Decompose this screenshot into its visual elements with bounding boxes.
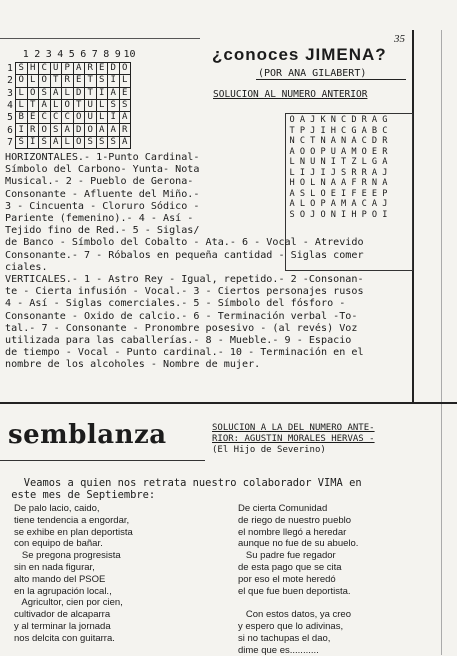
wordsearch-cell: P — [320, 146, 326, 157]
wordsearch-cell: N — [320, 178, 326, 189]
crossword-cell: L — [16, 87, 28, 99]
crossword-cell: T — [85, 87, 97, 99]
crossword-cell: R — [27, 124, 39, 136]
wordsearch-cell: A — [289, 199, 295, 210]
crossword-cell: T — [50, 75, 62, 87]
wordsearch-cell: O — [361, 146, 367, 157]
wordsearch-cell: J — [310, 209, 316, 220]
crossword-column-number: 6 — [80, 49, 87, 60]
wordsearch-cell: L — [310, 178, 316, 189]
crossword-cell: B — [16, 112, 28, 124]
crossword-cell: S — [16, 63, 28, 75]
crossword-row — [5, 87, 131, 99]
crossword-cell: L — [62, 136, 74, 148]
wordsearch-cell: R — [361, 115, 367, 126]
crossword-column-number: 5 — [68, 49, 75, 60]
crossword-cell: T — [73, 99, 85, 111]
wordsearch-cell: C — [382, 125, 388, 136]
wordsearch-cell: O — [371, 209, 378, 220]
wordsearch-cell: N — [289, 136, 295, 147]
crossword-cell: D — [73, 124, 85, 136]
crossword-row — [5, 112, 131, 124]
wordsearch-cell: R — [382, 136, 388, 147]
wordsearch-cell: S — [289, 209, 295, 220]
wordsearch-cell: O — [310, 146, 316, 157]
wordsearch-cell: E — [361, 188, 367, 199]
wordsearch-cell: I — [382, 209, 388, 220]
wordsearch-cell: T — [289, 125, 295, 136]
crossword-cell: O — [73, 136, 85, 148]
wordsearch-cell: A — [371, 167, 378, 178]
wordsearch-cell: N — [320, 157, 326, 168]
wordsearch-cell: A — [361, 125, 367, 136]
wordsearch-cell: C — [341, 115, 347, 126]
crossword-cell: S — [96, 75, 108, 87]
wordsearch-cell: L — [289, 167, 295, 178]
crossword-cell: S — [108, 99, 120, 111]
crossword-column-number: 1 — [22, 49, 29, 60]
crossword-column-number: 8 — [103, 49, 110, 60]
wordsearch-cell: O — [320, 209, 326, 220]
wordsearch-cell: R — [382, 146, 388, 157]
wordsearch-cell: I — [299, 167, 306, 178]
crossword-cell: A — [39, 99, 51, 111]
wordsearch-cell: S — [299, 188, 306, 199]
crossword-cell: O — [39, 75, 51, 87]
wordsearch-cell: N — [330, 209, 336, 220]
wordsearch-cell: O — [299, 178, 306, 189]
crossword-column-number: 7 — [91, 49, 98, 60]
margin-line — [441, 30, 442, 655]
crossword-cell: L — [50, 99, 62, 111]
crossword-cell: H — [27, 63, 39, 75]
crossword-cell: I — [16, 124, 28, 136]
wordsearch-cell: G — [382, 115, 388, 126]
crossword-cell: S — [50, 124, 62, 136]
semblanza-intro: Veamos a quien nos retrata nuestro colaborador VIMA en este mes de Septiembre: — [11, 477, 362, 501]
crossword-clues: HORIZONTALES.- 1-Punto Cardinal- Símbolo del Carbono- Yunta- Nota Musical.- 2 - Pueblo de Gerona- Consonante - Afluente del Miño.- 3 - Cincuenta - Cloruro Sódico - Pariente (femenino).- 4 - Así - Tejido fino de Red.- 5 - Siglas/ de Banco - Símbolo del Cobalto - Ata.- 6 - Vocal - Atrevido Consonante.- 7 - Róbalos en pequeña cantidad - Siglas comer ciales. VERTICALES.- 1 - Astro Rey - Igual, repetido.- 2 -Consonan- te - Cierta infusión - Vocal.- 3 - Ciertos personajes rusos 4 - Así - Siglas comerciales.- 5 - Símbolo del fósforo - Consonante - Oxido de calcio.- 6 - Terminación verbal -To- tal.- 7 - Consonante - Pronombre posesivo - (al revés) Voz utilizada para las caballerías.- 8 - Mueble.- 9 - Espacio de tiempo - Vocal - Punto cardinal.- 10 - Terminación en el nombre de los alcoholes - Nombre de mujer. — [5, 152, 364, 371]
crossword-cell: R — [85, 63, 97, 75]
wordsearch-cell: N — [371, 178, 378, 189]
wordsearch-cell: J — [382, 167, 388, 178]
wordsearch-cell: A — [351, 199, 357, 210]
crossword-cell: L — [62, 87, 74, 99]
crossword-row-number: 6 — [7, 124, 13, 136]
wordsearch-cell: N — [341, 136, 347, 147]
crossword-cell: D — [73, 87, 85, 99]
wordsearch-cell: J — [310, 125, 316, 136]
crossword-cell: I — [108, 75, 120, 87]
wordsearch-cell: L — [361, 157, 367, 168]
wordsearch-cell: T — [341, 157, 347, 168]
crossword-cell: S — [39, 136, 51, 148]
wordsearch-cell: I — [330, 157, 336, 168]
wordsearch-cell: C — [361, 199, 367, 210]
crossword-cell: T — [85, 75, 97, 87]
wordsearch-cell: A — [382, 178, 388, 189]
crossword-cell: A — [96, 124, 108, 136]
wordsearch-cell: J — [382, 199, 388, 210]
wordsearch-cell: A — [341, 146, 347, 157]
crossword-row-number: 4 — [7, 100, 13, 112]
crossword-cell: O — [119, 63, 131, 75]
wordsearch-cell: A — [351, 136, 357, 147]
wordsearch-cell: A — [341, 178, 347, 189]
crossword-row — [5, 136, 131, 148]
wordsearch-cell: A — [330, 178, 336, 189]
crossword-cell: A — [119, 136, 131, 148]
crossword-row-number: 2 — [7, 75, 13, 87]
crossword-cell: L — [96, 112, 108, 124]
wordsearch-cell: I — [341, 188, 347, 199]
wordsearch-cell: A — [330, 136, 336, 147]
page-number: 35 — [394, 33, 405, 45]
crossword-cell: S — [96, 136, 108, 148]
wordsearch-cell: B — [371, 125, 378, 136]
wordsearch-cell: H — [351, 209, 357, 220]
wordsearch-cell: F — [351, 188, 357, 199]
wordsearch-cell: E — [330, 188, 336, 199]
crossword-cell: E — [119, 87, 131, 99]
wordsearch-cell: N — [330, 115, 336, 126]
wordsearch-cell: N — [299, 157, 306, 168]
crossword-grid — [5, 62, 131, 149]
wordsearch-cell: O — [299, 146, 306, 157]
crossword-cell: O — [62, 99, 74, 111]
wordsearch-cell: A — [299, 115, 306, 126]
wordsearch-cell: N — [320, 136, 326, 147]
wordsearch-cell: C — [341, 125, 347, 136]
wordsearch-cell: O — [310, 199, 316, 210]
crossword-row — [5, 124, 131, 136]
crossword-cell: L — [27, 75, 39, 87]
crossword-cell: A — [119, 112, 131, 124]
wordsearch-cell: U — [330, 146, 336, 157]
crossword-cell: O — [85, 124, 97, 136]
crossword-row-number: 7 — [7, 136, 13, 148]
wordsearch-cell: A — [289, 146, 295, 157]
crossword-cell: O — [73, 112, 85, 124]
wordsearch-cell: J — [330, 167, 336, 178]
wordsearch-cell: P — [299, 125, 306, 136]
semblanza-underline — [0, 460, 205, 461]
crossword-cell: L — [96, 99, 108, 111]
crossword-column-number: 3 — [45, 49, 52, 60]
wordsearch-cell: A — [371, 199, 378, 210]
wordsearch-cell: U — [310, 157, 316, 168]
semblanza-title: semblanza — [8, 420, 167, 450]
wordsearch-cell: O — [320, 188, 326, 199]
crossword-cell: S — [85, 136, 97, 148]
wordsearch-row — [287, 136, 390, 147]
wordsearch-cell: D — [351, 115, 357, 126]
crossword-cell: I — [108, 112, 120, 124]
crossword-cell: E — [73, 75, 85, 87]
verse-right: De cierta Comunidad de riego de nuestro pueblo el nombre llegó a heredar aunque no fue de su abuelo. Su padre fue regador de esta pago que se cita por eso el mote heredó el que fue buen deportista. Con estos datos, ya creo y espero que lo adivinas, si no tachupas el dao, dime que es........... — [238, 503, 359, 656]
byline-underline — [256, 79, 406, 80]
crossword-cell: I — [96, 87, 108, 99]
crossword-cell: C — [50, 112, 62, 124]
wordsearch-row — [287, 115, 390, 126]
crossword-cell: U — [85, 112, 97, 124]
wordsearch-cell: R — [361, 167, 367, 178]
crossword-cell: A — [73, 63, 85, 75]
wordsearch-cell: L — [299, 199, 306, 210]
crossword-cell: A — [50, 87, 62, 99]
crossword-cell: I — [27, 136, 39, 148]
crossword-cell: U — [50, 63, 62, 75]
wordsearch-cell: P — [361, 209, 367, 220]
previous-solution-label: SOLUCION AL NUMERO ANTERIOR — [213, 89, 368, 100]
wordsearch-cell: C — [299, 136, 306, 147]
crossword-cell: A — [108, 87, 120, 99]
verse-left: De palo lacio, caido, tiene tendencia a engordar, se exhibe en plan deportista con equipo de bañar. Se pregona progresista sin en nada figurar, alto mando del PSOE en la agrupación local., Agricultor, cien por cien, cultivador de alcaparra y al terminar la jornada nos delcita con guitarra. — [14, 503, 133, 644]
wordsearch-cell: R — [351, 167, 357, 178]
crossword-cell: P — [62, 63, 74, 75]
wordsearch-cell: K — [320, 115, 326, 126]
crossword-cell: L — [119, 75, 131, 87]
wordsearch-cell: E — [371, 188, 378, 199]
crossword-row-number: 3 — [7, 87, 13, 99]
crossword-cell: S — [119, 99, 131, 111]
wordsearch-cell: Z — [351, 157, 357, 168]
wordsearch-cell: F — [351, 178, 357, 189]
crossword-column-number: 10 — [123, 49, 136, 60]
crossword-cell: R — [119, 124, 131, 136]
wordsearch-cell: G — [371, 157, 378, 168]
wordsearch-cell: O — [289, 115, 295, 126]
semblanza-solution: SOLUCION A LA DEL NUMERO ANTE- RIOR: AGUSTIN MORALES HERVAS - — [212, 423, 375, 444]
wordsearch-cell: P — [320, 199, 326, 210]
wordsearch-row — [287, 126, 390, 137]
wordsearch-cell: A — [371, 115, 378, 126]
crossword-cell: D — [108, 63, 120, 75]
crossword-row-number: 5 — [7, 112, 13, 124]
wordsearch-cell: A — [289, 188, 295, 199]
wordsearch-cell: I — [341, 209, 347, 220]
wordsearch-cell: A — [382, 157, 388, 168]
wordsearch-cell: H — [330, 125, 336, 136]
section-divider — [0, 402, 457, 404]
crossword-cell: S — [16, 136, 28, 148]
wordsearch-cell: M — [341, 199, 347, 210]
wordsearch-cell: J — [310, 115, 316, 126]
crossword-column-number: 9 — [114, 49, 121, 60]
crossword-row — [5, 75, 131, 87]
conoces-byline: (POR ANA GILABERT) — [258, 68, 367, 79]
semblanza-solution-sub: (El Hijo de Severino) — [212, 445, 326, 455]
crossword-cell: O — [39, 124, 51, 136]
crossword-cell: A — [50, 136, 62, 148]
crossword-cell: L — [16, 99, 28, 111]
crossword-cell: O — [16, 75, 28, 87]
crossword-cell: E — [27, 112, 39, 124]
wordsearch-cell: R — [361, 178, 367, 189]
wordsearch-cell: H — [289, 178, 295, 189]
conoces-title: ¿conoces JIMENA? — [212, 45, 387, 64]
wordsearch-cell: C — [361, 136, 367, 147]
wordsearch-cell: P — [382, 188, 388, 199]
wordsearch-cell: E — [371, 146, 378, 157]
top-rule — [0, 38, 200, 39]
crossword-cell: S — [108, 136, 120, 148]
crossword-column-numbers — [20, 49, 135, 60]
wordsearch-cell: G — [351, 125, 357, 136]
crossword-cell: A — [108, 124, 120, 136]
crossword-column-number: 2 — [34, 49, 41, 60]
crossword-cell: S — [39, 87, 51, 99]
crossword-cell: E — [96, 63, 108, 75]
wordsearch-cell: O — [299, 209, 306, 220]
wordsearch-cell: L — [289, 157, 295, 168]
crossword-cell: C — [62, 112, 74, 124]
crossword-cell: C — [39, 112, 51, 124]
crossword-cell: U — [85, 99, 97, 111]
crossword-row — [5, 99, 131, 111]
crossword-cell: T — [27, 99, 39, 111]
crossword-cell: O — [27, 87, 39, 99]
crossword-cell: A — [62, 124, 74, 136]
wordsearch-cell: J — [310, 167, 316, 178]
wordsearch-cell: A — [330, 199, 336, 210]
crossword-cell: R — [62, 75, 74, 87]
wordsearch-cell: I — [320, 167, 326, 178]
crossword-column-number: 4 — [57, 49, 64, 60]
wordsearch-cell: S — [341, 167, 347, 178]
wordsearch-cell: L — [310, 188, 316, 199]
wordsearch-cell: M — [351, 146, 357, 157]
wordsearch-cell: T — [310, 136, 316, 147]
wordsearch-cell: D — [371, 136, 378, 147]
wordsearch-cell: I — [320, 125, 326, 136]
crossword-row-number: 1 — [7, 63, 13, 75]
crossword-cell: C — [39, 63, 51, 75]
crossword-row — [5, 63, 131, 75]
